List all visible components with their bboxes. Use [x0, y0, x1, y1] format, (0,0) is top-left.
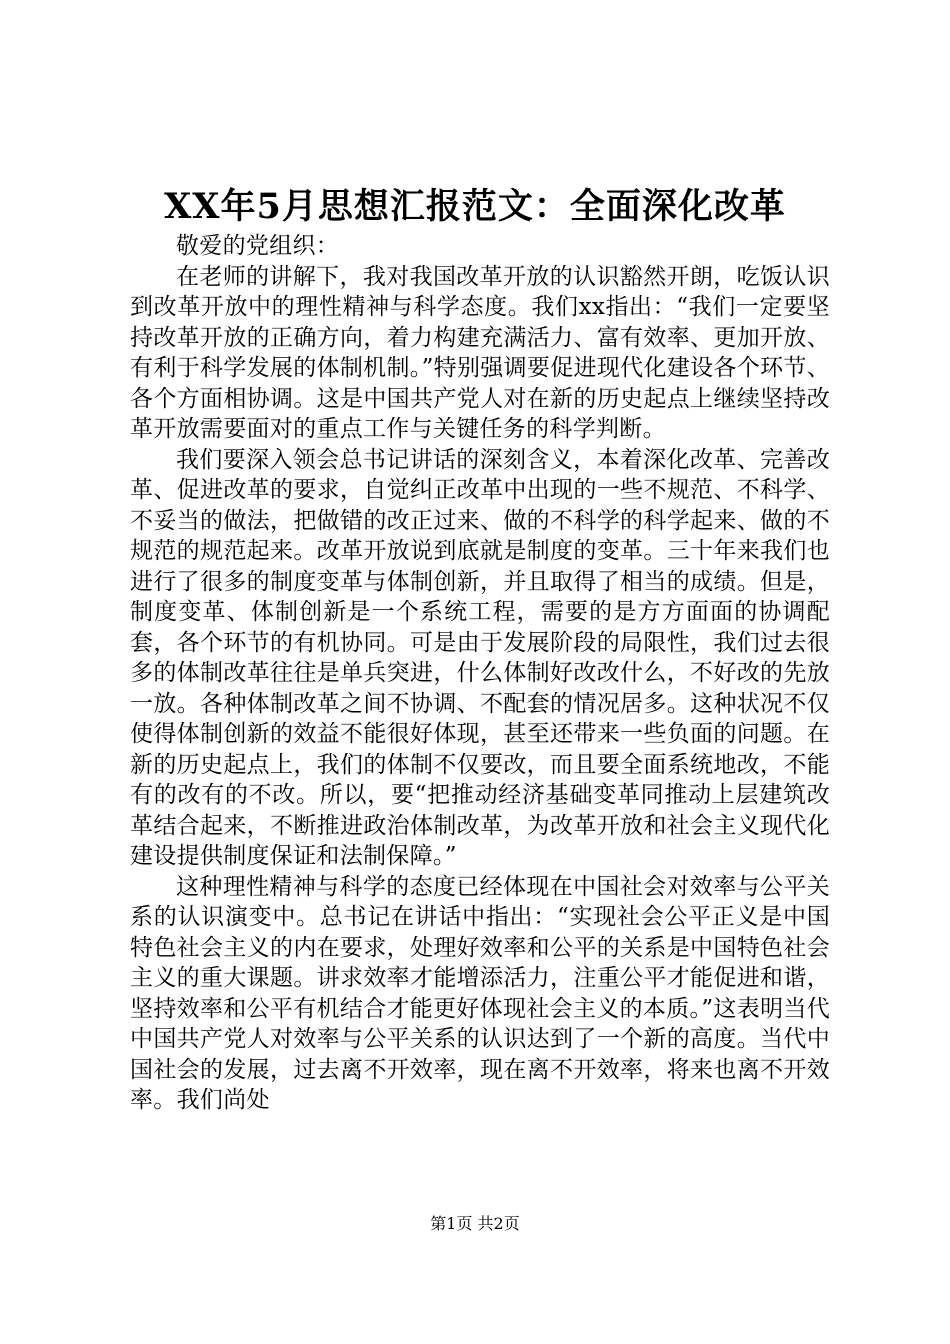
paragraph-2: 我们要深入领会总书记讲话的深刻含义，本着深化改革、完善改革、促进改革的要求，自觉纠正改革中出现的一些不规范、不科学、不妥当的做法，把做错的改正过来、做的不科学的科学起来、做的不规范的规范起来。改革开放说到底就是制度的变革。三十年来我们也进行了很多的制度变革与体制创新，并且取得了相当的成绩。但是，制度变革、体制创新是一个系统工程，需要的是方方面面的协调配套，各个环节的有机协同。可是由于发展阶段的局限性，我们过去很多的体制改革往往是单兵突进，什么体制好改改什么，不好改的先放一放。各种体制改革之间不协调、不配套的情况居多。这种状况不仅使得体制创新的效益不能很好体现，甚至还带来一些负面的问题。在新的历史起点上，我们的体制不仅要改，而且要全面系统地改，不能有的改有的不改。所以，要“把推动经济基础变革同推动上层建筑改革结合起来，不断推进政治体制改革，为改革开放和社会主义现代化建设提供制度保证和法制保障。”: [130, 446, 830, 869]
paragraph-3: 这种理性精神与科学的态度已经体现在中国社会对效率与公平关系的认识演变中。总书记在讲话中指出：“实现社会公平正义是中国特色社会主义的内在要求，处理好效率和公平的关系是中国特色社会主义的重大课题。讲求效率才能增添活力，注重公平才能促进和谐，坚持效率和公平有机结合才能更好体现社会主义的本质。”这表明当代中国共产党人对效率与公平关系的认识达到了一个新的高度。当代中国社会的发展，过去离不开效率，现在离不开效率，将来也离不开效率。我们尚处: [130, 873, 830, 1113]
document-body: [130, 231, 830, 1116]
salutation: 敬爱的党组织：: [176, 233, 340, 259]
document-title: XX年5月思想汇报范文：全面深化改革: [164, 186, 786, 227]
page-footer: 第1页 共2页: [430, 1214, 520, 1233]
paragraph-1: 在老师的讲解下，我对我国改革开放的认识豁然开朗，吃饭认识到改革开放中的理性精神与科学态度。我们xx指出：“我们一定要坚持改革开放的正确方向，着力构建充满活力、富有效率、更加开放、有利于科学发展的体制机制。”特别强调要促进现代化建设各个环节、各个方面相协调。这是中国共产党人对在新的历史起点上继续坚持改革开放需要面对的重点工作与关键任务的科学判断。: [130, 263, 830, 442]
